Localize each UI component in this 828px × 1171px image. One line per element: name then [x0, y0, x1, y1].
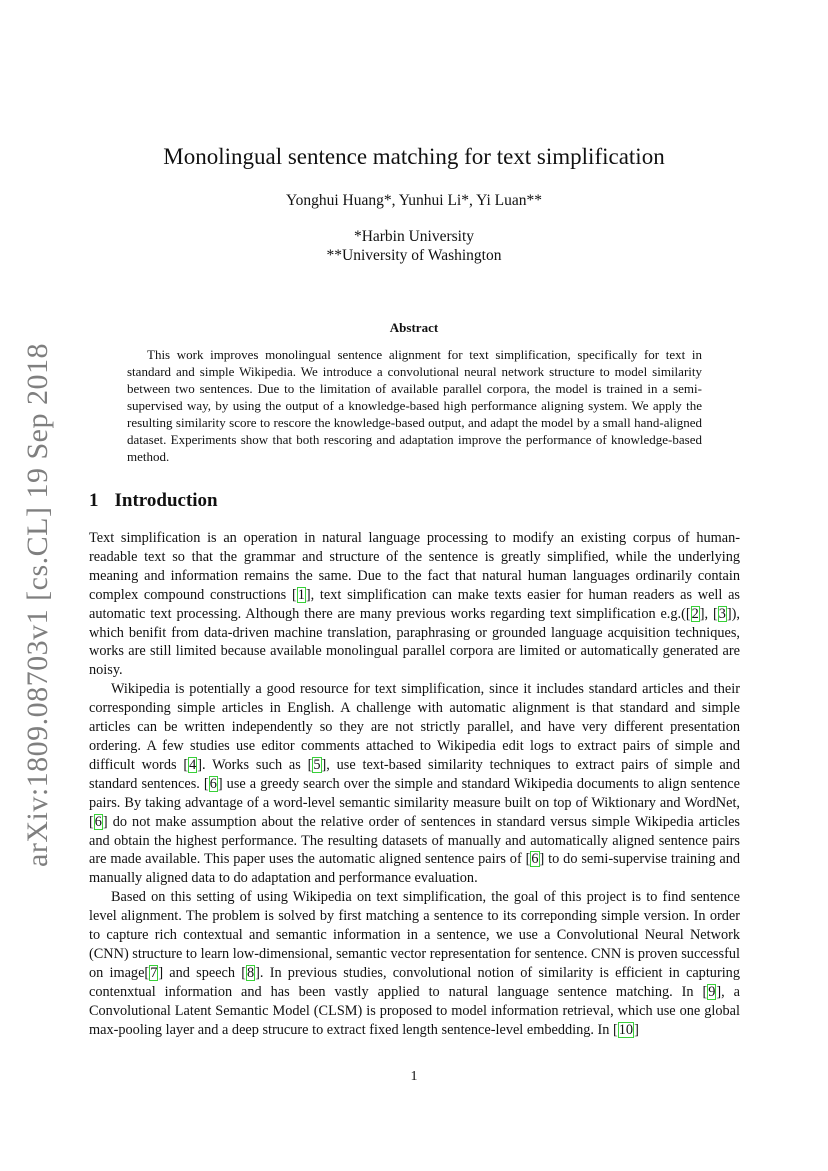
citation-link[interactable]: 2	[691, 605, 699, 622]
introduction-body	[89, 529, 740, 1039]
paragraph-text: Text simplification is an operation in natural language processing to modify an existing corpus of human-readable text so that the grammar and structure of the sentence is greatly simplified, while the underlying meaning and information remains the same. Due to the fact that natural human languages ordinarily contain complex compound constructions	[89, 530, 740, 603]
citation-link[interactable]: 6	[94, 813, 102, 830]
paragraph-text: ] and speech [	[158, 964, 246, 981]
citation-link[interactable]: 8	[247, 964, 255, 981]
section-title: Introduction	[114, 490, 218, 511]
paragraph-text: Wikipedia is potentially a good resource for text simplification, since it includes standard articles and their corresponding simple articles in English. A challenge with automatic alignment is that standard and simple articles can be written independently so they are not strictly parallel, and have very different presentation ordering. A few studies use editor comments attached to Wikipedia edit logs to extract pairs of simple and difficult words [	[89, 681, 740, 773]
citation-link[interactable]: 7	[150, 964, 158, 981]
paragraph-text: ], [	[699, 605, 718, 622]
paragraph-text: ]	[634, 1021, 639, 1038]
author-list: Yonghui Huang*, Yunhui Li*, Yi Luan**	[285, 192, 543, 209]
section-number: 1	[89, 490, 99, 511]
paper-title: Monolingual sentence matching for text simplification	[163, 144, 665, 169]
page-number: 1	[410, 1069, 418, 1084]
citation-link[interactable]: 4	[189, 756, 197, 773]
paragraph-text: ], text simplification can make texts easier for human readers as well as automatic text processing. Although there are many previous works regarding text simplification e.g.([	[89, 586, 740, 622]
citation-link[interactable]: 3	[718, 605, 726, 622]
abstract-body: This work improves monolingual sentence alignment for text simplification, specifically for text in standard and simple Wikipedia. We introduce a convolutional neural network structure to model similarity between two sentences. Due to the limitation of available parallel corpora, the model is trained in a semi-supervised way, by using the output of a knowledge-based high performance aligning system. We apply the resulting similarity score to rescore the knowledge-based output, and adapt the model by a small hand-aligned dataset. Experiments show that both rescoring and adaptation improve the performance of knowledge-based method.	[127, 347, 702, 464]
paragraph	[89, 529, 740, 680]
paragraph-text: ], use text-based similarity techniques to extract pairs of simple and standard sentences. [	[89, 756, 740, 792]
section-heading-introduction	[89, 489, 218, 513]
abstract-heading: Abstract	[389, 320, 439, 335]
paragraph-text: ], a Convolutional Latent Semantic Model (CLSM) is proposed to model information retrieval, which use one global max-pooling layer and a deep strucure to extract fixed length sentence-level embedding. In [	[89, 983, 740, 1038]
citation-link[interactable]: 6	[531, 851, 539, 868]
paragraph-text: ] to do semi-supervise training and manually aligned data to do adaptation and performance evaluation.	[89, 851, 740, 887]
affiliation-washington: **University of Washington	[326, 247, 502, 264]
paragraph	[89, 888, 740, 1039]
paragraph-text: ]), which benifit from data-driven machine translation, paraphrasing or grounded language acquisition techniques, works are still limited because available monolingual parallel corpora are limited or automatically generated are noisy.	[89, 605, 741, 679]
citation-link[interactable]: 9	[708, 983, 716, 1000]
arxiv-identifier[interactable]: arXiv:1809.08703v1 [cs.CL] 19 Sep 2018	[21, 343, 54, 867]
paragraph-text: ] use a greedy search over the simple and standard Wikipedia documents to align sentence pairs. By taking advantage of a word-level semantic similarity measure built on top of Wiktionary and WordNet, [	[89, 775, 740, 830]
paragraph-text: Based on this setting of using Wikipedia on text simplification, the goal of this project is to find sentence level alignment. The problem is solved by first matching a sentence to its correponding simple version. In order to capture rich contextual and semantic information in a sentence, we use a Convolutional Neural Network (CNN) structure to learn low-dimensional, semantic vector representation for sentence. CNN is proven successful on image[	[89, 889, 740, 981]
paragraph	[89, 680, 740, 888]
paragraph-text: ]. Works such as [	[197, 756, 313, 773]
paragraph-text: ]. In previous studies, convolutional notion of similarity is efficient in capturing contenxtual information and has been vastly applied to natural language sentence matching. In [	[89, 964, 740, 1000]
paragraph-text: [	[291, 586, 297, 603]
citation-link[interactable]: 10	[618, 1021, 634, 1038]
citation-link[interactable]: 6	[209, 775, 217, 792]
paragraph-text: ] do not make assumption about the relative order of sentences in standard versus simple Wikipedia articles and obtain the highest performance. The resulting datasets of manually and automatically aligned sentence pairs are made available. This paper uses the automatic aligned sentence pairs of [	[89, 813, 740, 868]
citation-link[interactable]: 5	[313, 756, 321, 773]
affiliation-harbin: *Harbin University	[353, 228, 475, 245]
citation-link[interactable]: 1	[297, 586, 305, 603]
